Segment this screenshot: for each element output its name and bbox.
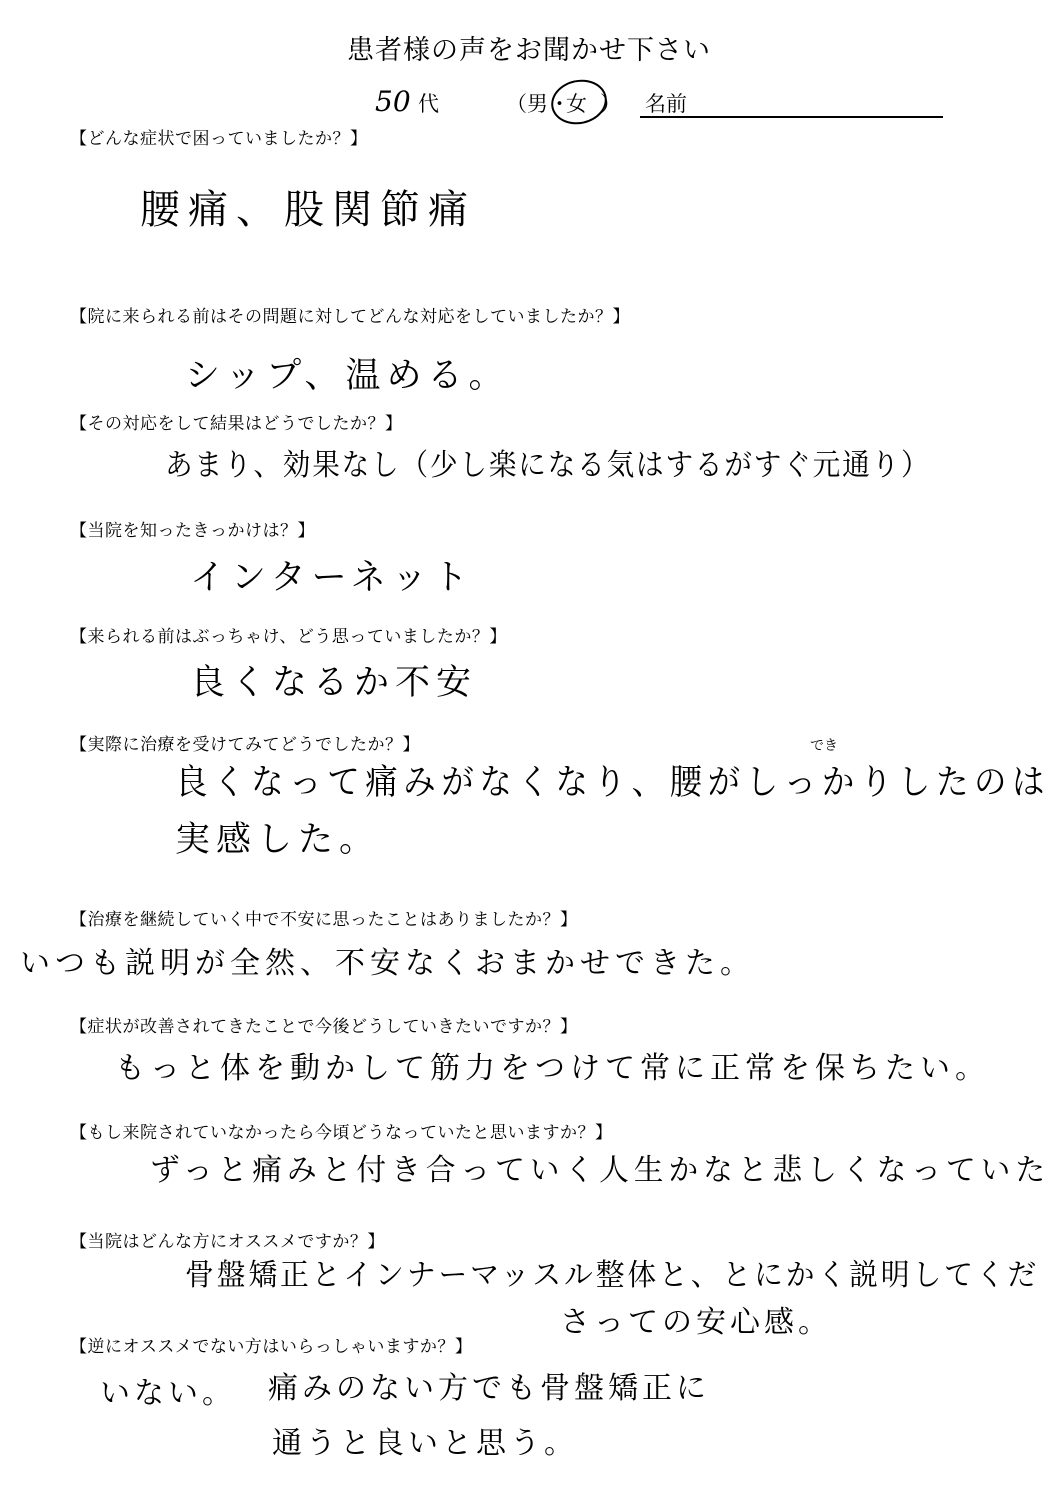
- name-label: 名前: [645, 92, 687, 116]
- question-concerns: 【治療を継続していく中で不安に思ったことはありましたか？】: [70, 910, 578, 930]
- answer-without-visit: ずっと痛みと付き合っていく人生かなと悲しくなっていた: [150, 1153, 1051, 1188]
- question-how-found: 【当院を知ったきっかけは？】: [70, 521, 315, 541]
- answer-not-recommended-part2: 痛みのない方でも骨盤矯正に: [268, 1371, 710, 1406]
- question-without-visit: 【もし来院されていなかったら今頃どうなっていたと思いますか？】: [70, 1123, 613, 1143]
- gender-separator: ・: [549, 92, 570, 116]
- answer-not-recommended-line2: 通うと良いと思う。: [272, 1426, 578, 1461]
- question-result: 【その対応をして結果はどうでしたか？】: [70, 414, 403, 434]
- answer-recommend-for-line1: 骨盤矯正とインナーマッスル整体と、とにかく説明してくだ: [185, 1258, 1040, 1293]
- answer-experience-line2: 実感した。: [175, 820, 381, 860]
- answer-expectations: 良くなるか不安: [190, 663, 478, 703]
- gender-close-paren: ）: [600, 92, 621, 116]
- answer-not-recommended-part1: いない。: [100, 1376, 236, 1411]
- age-unit-label: 代: [418, 92, 439, 116]
- question-not-recommended: 【逆にオススメでない方はいらっしゃいますか？】: [70, 1337, 473, 1357]
- question-recommend-for: 【当院はどんな方にオススメですか？】: [70, 1232, 385, 1252]
- answer-symptoms: 腰痛、股関節痛: [140, 187, 476, 233]
- answer-result: あまり、効果なし（少し楽になる気はするがすぐ元通り）: [165, 448, 931, 483]
- question-symptoms: 【どんな症状で困っていましたか？】: [70, 129, 368, 149]
- question-future: 【症状が改善されてきたことで今後どうしていきたいですか？】: [70, 1017, 578, 1037]
- age-value: 50: [375, 85, 411, 118]
- question-expectations: 【来られる前はぶっちゃけ、どう思っていましたか？】: [70, 627, 507, 647]
- answer-prior-treatment: シップ、温める。: [185, 356, 510, 396]
- question-experience: 【実際に治療を受けてみてどうでしたか？】: [70, 735, 420, 755]
- answer-recommend-for-line2: さっての安心感。: [560, 1305, 832, 1340]
- page-title: 患者様の声をお聞かせ下さい: [347, 35, 711, 66]
- name-field-line: [640, 116, 943, 118]
- answer-concerns: いつも説明が全然、不安なくおまかせできた。: [20, 946, 755, 981]
- gender-male-option: （男: [506, 92, 548, 116]
- answer-experience-annotation: でき: [810, 738, 838, 754]
- answer-how-found: インターネット: [190, 558, 474, 598]
- answer-experience-line1: 良くなって痛みがなくなり、腰がしっかりしたのは: [175, 763, 1051, 803]
- question-prior-treatment: 【院に来られる前はその問題に対してどんな対応をしていましたか？】: [70, 307, 630, 327]
- gender-female-option: 女: [566, 92, 587, 116]
- answer-future: もっと体を動かして筋力をつけて常に正常を保ちたい。: [115, 1051, 990, 1086]
